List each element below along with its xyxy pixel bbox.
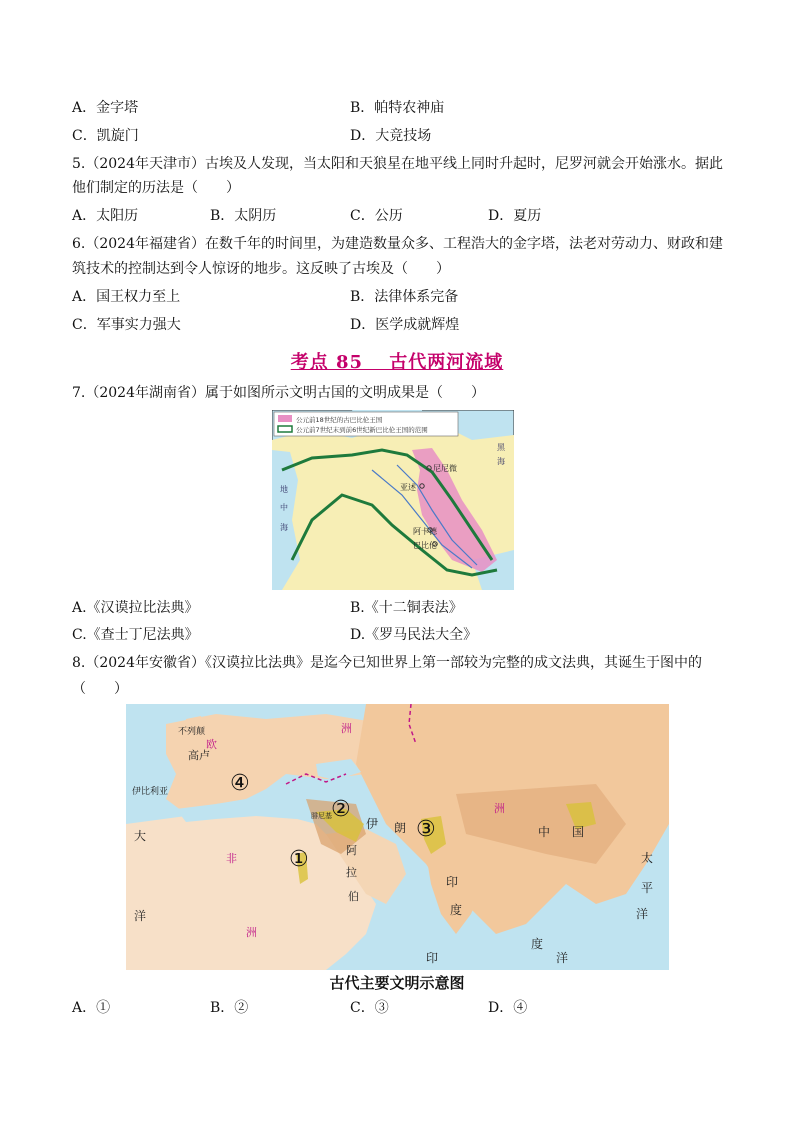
map2-phoenicia: 腓尼基 [311, 812, 332, 820]
map2-europe-2: 洲 [341, 722, 352, 735]
map2-marker-4: ④ [230, 771, 250, 796]
q6-option-b: B．法律体系完备 [350, 289, 459, 305]
map2-arabia-1: 阿 [346, 844, 357, 857]
q8-option-b: B．② [210, 1000, 249, 1016]
q5-option-a: A．太阳历 [72, 208, 139, 224]
q6-stem-line2: 筑技术的控制达到令人惊讶的地步。这反映了古埃及（ ） [72, 261, 450, 277]
q4-option-a: A．金字塔 [72, 100, 139, 116]
q7-stem: 7.（2024年湖南省）属于如图所示文明古国的文明成果是（ ） [72, 385, 485, 401]
map2-africa-1: 非 [226, 852, 237, 865]
map2-africa-2: 洲 [246, 926, 257, 939]
q5-stem-line1: 5.（2024年天津市）古埃及人发现，当太阳和天狼星在地平线上同时升起时，尼罗河就会开始涨水。据此 [72, 156, 723, 172]
map1-legend2: 公元前7世纪末到前6世纪新巴比伦王国的范围 [296, 426, 428, 434]
map2-pacific-2: 平 [641, 881, 654, 895]
map1-assur: 亚述 [400, 483, 416, 492]
q6-option-a: A．国王权力至上 [72, 289, 181, 305]
map2-pacific-1: 太 [641, 851, 654, 865]
map2-china-2: 国 [572, 825, 585, 839]
map2-britain: 不列颠 [178, 727, 206, 737]
q5-stem-line2: 他们制定的历法是（ ） [72, 180, 240, 196]
q4-option-b: B．帕特农神庙 [350, 100, 445, 116]
map2-india-2: 度 [450, 903, 463, 917]
map2-asia-1: 洲 [494, 802, 505, 815]
map2-pacific-3: 洋 [636, 907, 649, 921]
map2-marker-3: ③ [416, 817, 436, 842]
ancient-civilizations-map [126, 704, 669, 970]
map1-sea-di: 地 [280, 485, 288, 494]
q8-option-c: C．③ [350, 1000, 389, 1016]
q7-option-a: A.《汉谟拉比法典》 [72, 600, 199, 616]
q4-option-c: C．凯旋门 [72, 128, 139, 144]
q5-option-b: B．太阴历 [210, 208, 277, 224]
map2-china-1: 中 [538, 825, 551, 839]
q6-stem-line1: 6.（2024年福建省）在数千年的时间里，为建造数量众多、工程浩大的金字塔，法老对劳动力、财政和建 [72, 236, 723, 252]
mesopotamia-map [272, 410, 514, 590]
q8-option-d: D．④ [488, 1000, 528, 1016]
map1-sea-hai: 海 [280, 523, 288, 532]
q6-option-c: C．军事实力强大 [72, 317, 181, 333]
q8-stem-line1: 8.（2024年安徽省）《汉谟拉比法典》是迄今已知世界上第一部较为完整的成文法典，其诞生于图中的 [72, 655, 702, 671]
q8-option-a: A．① [72, 1000, 111, 1016]
q6-option-d: D．医学成就辉煌 [350, 317, 460, 333]
map2-indian-ocean-3: 洋 [556, 951, 569, 965]
q5-option-d: D．夏历 [488, 208, 542, 224]
map2-iran-1: 伊 [366, 817, 379, 831]
q7-option-b: B.《十二铜表法》 [350, 600, 463, 616]
q8-stem-line2: （ ） [72, 681, 128, 697]
map2-arabia-3: 伯 [348, 890, 359, 903]
map2-marker-2: ② [331, 797, 351, 822]
map2-india-1: 印 [446, 875, 459, 889]
map2-europe-1: 欧 [206, 738, 217, 751]
q4-option-d: D．大竞技场 [350, 128, 432, 144]
map2-iran-2: 朗 [394, 821, 407, 835]
map2-iberia: 伊比利亚 [132, 787, 169, 797]
map2-atlantic-1: 大 [134, 829, 147, 843]
map1-sea-zhong: 中 [280, 503, 288, 512]
map2-indian-ocean-1: 印 [426, 951, 439, 965]
map2-indian-ocean-2: 度 [531, 937, 544, 951]
map1-black-sea-2: 海 [497, 457, 505, 466]
q7-option-c: C.《查士丁尼法典》 [72, 627, 199, 643]
q5-option-c: C．公历 [350, 208, 403, 224]
map2-gaul: 高卢 [188, 749, 210, 762]
section-title: 考点 85 古代两河流域 [290, 352, 504, 373]
map1-nineveh: 尼尼微 [433, 464, 457, 473]
map2-arabia-2: 拉 [346, 866, 357, 879]
map1-akkad: 阿卡德 [413, 527, 437, 536]
map1-babylon: 巴比伦 [413, 541, 437, 550]
map2-atlantic-2: 洋 [134, 909, 147, 923]
q7-option-d: D.《罗马民法大全》 [350, 627, 478, 643]
map1-black-sea-1: 黑 [497, 443, 505, 452]
map1-legend1: 公元前18世纪的古巴比伦王国 [296, 416, 383, 424]
map2-marker-1: ① [289, 847, 309, 872]
map2-caption: 古代主要文明示意图 [329, 974, 465, 992]
